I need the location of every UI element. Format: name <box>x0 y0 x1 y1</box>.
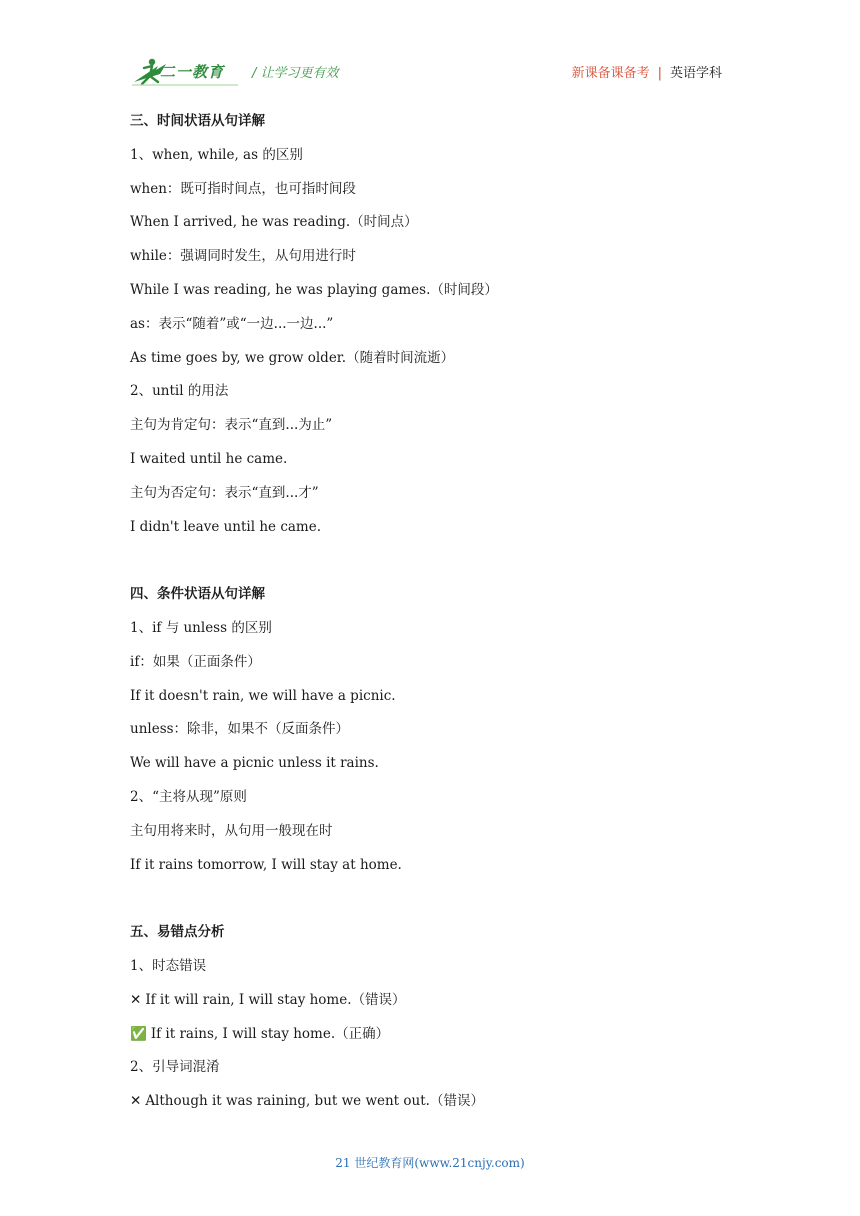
text-line: If it rains tomorrow, I will stay at home. <box>130 856 402 873</box>
cross-mark-icon: ✕ <box>130 991 142 1008</box>
section-heading: 四、条件状语从句详解 <box>130 586 265 603</box>
text-line <box>130 987 730 1021</box>
section-heading: 五、易错点分析 <box>130 924 225 941</box>
document-body <box>130 108 730 1122</box>
text-line: 2、until 的用法 <box>130 383 229 400</box>
header-right <box>572 62 722 81</box>
text-line: 主句为否定句：表示“直到...才” <box>130 484 319 501</box>
example-text: If it rains, I will stay home.（正确） <box>150 1025 390 1042</box>
logo <box>130 56 242 88</box>
header-right-label: 新课备课备考 <box>571 66 650 81</box>
text-line: When I arrived, he was reading.（时间点） <box>130 214 418 231</box>
text-line: when：既可指时间点，也可指时间段 <box>130 180 356 197</box>
example-text: Although it was raining, but we went out.（错误） <box>145 1093 484 1110</box>
blank-line <box>130 547 730 581</box>
text-line: 主句用将来时，从句用一般现在时 <box>130 822 333 839</box>
text-line: unless：除非，如果不（反面条件） <box>130 721 350 738</box>
text-line <box>130 1088 730 1122</box>
text-line: 主句为肯定句：表示“直到...为止” <box>130 417 333 434</box>
section-heading: 三、时间状语从句详解 <box>130 113 265 129</box>
text-line <box>130 1021 730 1055</box>
cross-mark-icon: ✕ <box>130 1093 142 1110</box>
text-line: 1、时态错误 <box>130 957 207 974</box>
page-header <box>130 56 730 90</box>
page-footer: 21 世纪教育网(www.21cnjy.com) <box>335 1156 525 1170</box>
text-line: 1、when, while, as 的区别 <box>130 146 303 163</box>
text-line: while：强调同时发生，从句用进行时 <box>130 248 356 265</box>
text-line: As time goes by, we grow older.（随着时间流逝） <box>130 349 455 366</box>
header-separator: | <box>657 66 662 81</box>
text-line: if：如果（正面条件） <box>130 653 261 670</box>
text-line: If it doesn't rain, we will have a picnic. <box>130 687 396 704</box>
text-line: We will have a picnic unless it rains. <box>130 755 379 772</box>
header-slogan: / 让学习更有效 <box>252 66 339 81</box>
text-line: I didn't leave until he came. <box>130 518 322 535</box>
example-text: If it will rain, I will stay home.（错误） <box>145 991 406 1008</box>
header-subject: 英语学科 <box>669 66 722 81</box>
text-line: 2、“主将从现”原则 <box>130 788 247 805</box>
text-line: I waited until he came. <box>130 450 288 467</box>
blank-line <box>130 885 730 919</box>
check-mark-icon: ✅ <box>130 1025 147 1042</box>
text-line: While I was reading, he was playing games.（时间段） <box>130 281 498 298</box>
text-line: as：表示“随着”或“一边...一边...” <box>130 315 334 332</box>
logo-text: 二一教育 <box>160 63 225 81</box>
text-line: 1、if 与 unless 的区别 <box>130 619 272 636</box>
text-line: 2、引导词混淆 <box>130 1059 220 1076</box>
